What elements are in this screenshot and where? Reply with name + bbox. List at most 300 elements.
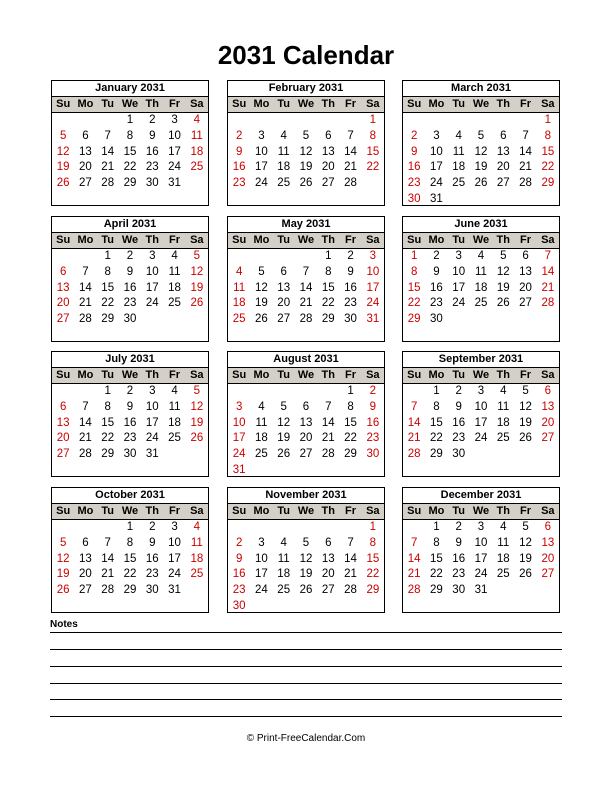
day-cell: 19: [519, 416, 532, 429]
day-cell: 4: [280, 536, 287, 549]
day-cell: 16: [123, 416, 137, 429]
day-cell: 29: [366, 584, 380, 597]
day-cell: 4: [455, 129, 462, 142]
day-cell: 28: [519, 177, 532, 190]
day-cell: 22: [541, 161, 555, 174]
day-cell: 20: [277, 297, 291, 310]
day-cell: 31: [168, 584, 181, 597]
day-cell: 22: [123, 568, 137, 581]
day-cell: 16: [344, 281, 357, 294]
day-cell: 13: [79, 552, 92, 565]
day-cell: 4: [171, 385, 178, 397]
weekday-label: Tu: [101, 369, 115, 381]
weekday-label: Sa: [366, 98, 380, 110]
day-cell: 10: [255, 145, 268, 158]
day-cell: 25: [474, 297, 488, 310]
day-cell: 31: [430, 192, 443, 205]
weekday-label: Sa: [541, 505, 555, 517]
day-cell: 24: [430, 177, 443, 190]
day-cell: 1: [433, 521, 440, 533]
day-cell: 2: [347, 250, 354, 262]
day-cell: 2: [455, 521, 462, 533]
day-cell: 12: [277, 416, 291, 429]
note-line: [50, 649, 562, 650]
day-cell: 27: [519, 297, 532, 310]
day-cell: 15: [366, 145, 380, 158]
day-cell: 24: [145, 297, 159, 310]
day-cell: 13: [519, 265, 532, 278]
day-cell: 22: [430, 432, 443, 445]
day-cell: 14: [79, 281, 92, 294]
weekday-label: Sa: [541, 369, 555, 381]
day-cell: 27: [56, 448, 70, 461]
day-cell: 14: [541, 265, 555, 278]
day-empty: [317, 384, 339, 400]
day-cell: 13: [277, 281, 291, 294]
day-cell: 2: [235, 129, 243, 142]
day-cell: 30: [452, 584, 466, 597]
day-cell: 15: [321, 281, 335, 294]
day-cell: 19: [299, 161, 313, 174]
day-cell: 21: [344, 568, 357, 581]
day-cell: 18: [168, 281, 181, 294]
day-cell: 23: [407, 177, 421, 190]
day-cell: 29: [344, 448, 357, 461]
day-empty: [470, 113, 492, 129]
day-cell: 2: [235, 536, 243, 549]
day-cell: 10: [452, 265, 466, 278]
weekday-label: Su: [407, 505, 422, 517]
day-cell: 29: [123, 177, 137, 190]
day-cell: 18: [277, 568, 291, 581]
weekday-label: We: [297, 369, 315, 381]
weekday-label: Su: [56, 98, 71, 110]
day-cell: 7: [82, 265, 89, 278]
day-cell: 9: [235, 552, 243, 565]
day-cell: 21: [407, 432, 421, 445]
day-cell: 9: [455, 536, 462, 549]
day-cell: 10: [145, 400, 159, 413]
weekday-label: Th: [145, 505, 159, 517]
weekday-label: Su: [56, 234, 71, 246]
day-cell: 9: [235, 145, 243, 158]
day-cell: 23: [366, 432, 380, 445]
day-empty: [295, 113, 317, 129]
month-block: [51, 487, 209, 613]
weekday-label: Th: [145, 369, 159, 381]
weekday-label: Mo: [77, 234, 94, 246]
day-cell: 24: [474, 568, 488, 581]
day-grid: [228, 113, 384, 192]
day-cell: 29: [101, 313, 115, 326]
day-cell: 29: [430, 448, 443, 461]
weekday-label: Sa: [541, 234, 555, 246]
day-cell: 30: [366, 448, 380, 461]
day-cell: 26: [277, 448, 291, 461]
day-cell: 15: [344, 416, 357, 429]
day-cell: 19: [190, 281, 204, 294]
day-cell: 24: [145, 432, 159, 445]
day-cell: 10: [168, 129, 181, 142]
day-cell: 6: [280, 265, 287, 278]
day-cell: 10: [232, 416, 246, 429]
weekday-label: Su: [56, 505, 71, 517]
weekday-label: Th: [145, 98, 159, 110]
day-cell: 2: [126, 250, 134, 262]
day-cell: 18: [190, 145, 204, 158]
day-cell: 25: [496, 568, 510, 581]
day-cell: 10: [255, 552, 268, 565]
day-cell: 28: [344, 584, 357, 597]
day-empty: [514, 113, 536, 129]
day-cell: 23: [452, 432, 466, 445]
day-cell: 15: [123, 552, 137, 565]
day-cell: 13: [541, 400, 555, 413]
day-cell: 28: [101, 584, 115, 597]
weekday-label: Sa: [190, 234, 204, 246]
day-cell: 7: [325, 400, 332, 413]
day-cell: 25: [232, 313, 246, 326]
day-empty: [74, 384, 96, 400]
weekday-header: [52, 504, 208, 520]
day-cell: 29: [541, 177, 555, 190]
day-cell: 5: [59, 129, 67, 142]
day-cell: 18: [474, 281, 488, 294]
day-cell: 25: [190, 161, 204, 174]
day-cell: 7: [544, 250, 552, 262]
weekday-label: Fr: [169, 505, 181, 517]
day-cell: 8: [347, 400, 354, 413]
day-grid: [228, 249, 384, 328]
month-block: [51, 216, 209, 342]
weekday-header: [228, 504, 384, 520]
day-cell: 6: [325, 129, 332, 142]
day-cell: 20: [541, 416, 555, 429]
day-grid: [228, 520, 384, 615]
weekday-label: Mo: [253, 98, 270, 110]
weekday-label: Mo: [428, 234, 445, 246]
day-cell: 10: [474, 400, 488, 413]
day-empty: [228, 249, 250, 265]
day-cell: 17: [168, 145, 181, 158]
day-cell: 18: [277, 161, 291, 174]
day-cell: 5: [500, 250, 507, 262]
weekday-label: Tu: [101, 234, 115, 246]
day-cell: 24: [366, 297, 380, 310]
day-cell: 27: [79, 584, 92, 597]
day-cell: 27: [321, 177, 335, 190]
day-cell: 15: [430, 416, 443, 429]
day-empty: [97, 520, 119, 536]
day-cell: 20: [321, 161, 335, 174]
day-cell: 17: [474, 416, 488, 429]
day-cell: 7: [347, 129, 354, 142]
day-cell: 13: [56, 281, 70, 294]
day-cell: 12: [255, 281, 268, 294]
day-cell: 12: [299, 145, 313, 158]
month-block: [227, 487, 385, 613]
weekday-header: [228, 233, 384, 249]
day-cell: 11: [475, 265, 487, 278]
weekday-label: Th: [321, 505, 335, 517]
day-cell: 31: [168, 177, 181, 190]
weekday-label: Sa: [366, 234, 380, 246]
day-cell: 2: [126, 385, 134, 397]
day-cell: 17: [366, 281, 380, 294]
day-cell: 14: [519, 145, 532, 158]
weekday-label: Fr: [520, 369, 532, 381]
day-empty: [97, 113, 119, 129]
day-cell: 7: [104, 536, 111, 549]
day-cell: 3: [258, 129, 265, 142]
note-line: [50, 683, 562, 684]
day-cell: 14: [344, 552, 357, 565]
weekday-header: [228, 97, 384, 113]
day-cell: 8: [410, 265, 418, 278]
day-empty: [339, 520, 361, 536]
day-grid: [52, 249, 208, 328]
month-name: January 2031: [52, 81, 208, 97]
day-cell: 12: [496, 265, 510, 278]
day-cell: 18: [496, 416, 510, 429]
day-cell: 10: [366, 265, 380, 278]
day-cell: 9: [369, 400, 377, 413]
day-cell: 6: [522, 250, 529, 262]
day-cell: 26: [299, 177, 313, 190]
day-cell: 17: [145, 416, 159, 429]
weekday-label: Su: [407, 98, 422, 110]
weekday-label: Su: [232, 234, 247, 246]
day-cell: 14: [321, 416, 335, 429]
weekday-label: We: [121, 98, 139, 110]
day-cell: 23: [145, 568, 159, 581]
day-cell: 27: [79, 177, 92, 190]
day-cell: 3: [477, 521, 485, 533]
day-cell: 6: [59, 265, 67, 278]
day-cell: 5: [522, 521, 529, 533]
day-grid: [403, 113, 559, 208]
day-cell: 19: [190, 416, 204, 429]
weekday-label: Tu: [277, 98, 291, 110]
day-cell: 20: [321, 568, 335, 581]
day-cell: 1: [325, 250, 332, 262]
weekday-label: Fr: [520, 505, 532, 517]
day-cell: 6: [500, 129, 507, 142]
day-cell: 5: [302, 129, 310, 142]
day-cell: 12: [519, 400, 532, 413]
weekday-header: [228, 368, 384, 384]
day-cell: 13: [321, 145, 335, 158]
day-cell: 16: [145, 552, 159, 565]
day-cell: 14: [101, 552, 115, 565]
day-cell: 3: [369, 250, 377, 262]
day-cell: 10: [168, 536, 181, 549]
day-cell: 28: [101, 177, 115, 190]
day-cell: 14: [101, 145, 115, 158]
day-cell: 17: [145, 281, 159, 294]
day-cell: 1: [544, 114, 552, 126]
day-cell: 5: [302, 536, 310, 549]
day-cell: 12: [519, 536, 532, 549]
weekday-header: [403, 504, 559, 520]
day-cell: 1: [369, 114, 377, 126]
day-cell: 25: [496, 432, 510, 445]
day-cell: 21: [344, 161, 357, 174]
day-grid: [52, 520, 208, 599]
day-cell: 13: [79, 145, 92, 158]
weekday-label: Sa: [190, 505, 204, 517]
day-cell: 26: [299, 584, 313, 597]
day-cell: 10: [474, 536, 488, 549]
day-cell: 21: [321, 432, 335, 445]
day-cell: 14: [344, 145, 357, 158]
weekday-label: We: [472, 98, 490, 110]
day-cell: 21: [299, 297, 313, 310]
day-grid: [403, 249, 559, 328]
day-cell: 8: [126, 536, 134, 549]
day-cell: 16: [366, 416, 380, 429]
day-cell: 14: [299, 281, 313, 294]
weekday-label: Mo: [253, 369, 270, 381]
day-empty: [273, 249, 295, 265]
weekday-label: Th: [145, 234, 159, 246]
day-cell: 15: [101, 416, 115, 429]
day-cell: 26: [190, 432, 204, 445]
weekday-label: Mo: [428, 369, 445, 381]
day-cell: 11: [277, 145, 290, 158]
day-cell: 3: [477, 385, 485, 397]
day-cell: 8: [433, 400, 440, 413]
weekday-label: Su: [407, 369, 422, 381]
day-cell: 1: [104, 250, 111, 262]
day-cell: 24: [168, 161, 181, 174]
day-cell: 15: [123, 145, 137, 158]
day-cell: 18: [452, 161, 466, 174]
day-cell: 7: [347, 536, 354, 549]
day-cell: 26: [190, 297, 204, 310]
weekday-label: Tu: [452, 234, 466, 246]
day-cell: 28: [541, 297, 555, 310]
day-cell: 1: [347, 385, 354, 397]
day-cell: 17: [452, 281, 466, 294]
day-cell: 15: [407, 281, 421, 294]
day-empty: [74, 249, 96, 265]
weekday-label: We: [297, 505, 315, 517]
day-cell: 1: [104, 385, 111, 397]
month-block: [402, 80, 560, 206]
day-cell: 17: [168, 552, 181, 565]
day-cell: 26: [519, 568, 532, 581]
day-cell: 16: [407, 161, 421, 174]
day-cell: 27: [299, 448, 313, 461]
day-cell: 21: [407, 568, 421, 581]
day-cell: 2: [369, 385, 377, 397]
day-cell: 11: [190, 129, 203, 142]
day-empty: [228, 520, 250, 536]
day-cell: 3: [171, 521, 178, 533]
weekday-header: [52, 97, 208, 113]
day-cell: 17: [255, 161, 268, 174]
weekday-label: Su: [407, 234, 422, 246]
day-empty: [403, 520, 425, 536]
month-name: May 2031: [228, 217, 384, 233]
day-cell: 20: [79, 161, 92, 174]
day-empty: [448, 113, 470, 129]
day-cell: 23: [452, 568, 466, 581]
day-cell: 30: [430, 313, 443, 326]
weekday-label: We: [121, 505, 139, 517]
weekday-label: Fr: [169, 369, 181, 381]
weekday-label: Fr: [345, 505, 357, 517]
weekday-label: Su: [232, 369, 247, 381]
day-cell: 19: [299, 568, 313, 581]
day-cell: 4: [193, 521, 201, 533]
day-cell: 24: [255, 177, 268, 190]
day-cell: 5: [477, 129, 485, 142]
day-cell: 23: [145, 161, 159, 174]
day-cell: 1: [433, 385, 440, 397]
month-name: November 2031: [228, 488, 384, 504]
day-empty: [425, 113, 447, 129]
weekday-label: Sa: [190, 98, 204, 110]
day-cell: 30: [452, 448, 466, 461]
day-empty: [295, 249, 317, 265]
weekday-label: Mo: [253, 505, 270, 517]
day-cell: 22: [101, 297, 115, 310]
day-cell: 24: [474, 432, 488, 445]
day-cell: 9: [410, 145, 418, 158]
day-cell: 17: [255, 568, 268, 581]
day-cell: 8: [544, 129, 552, 142]
note-line: [50, 716, 562, 717]
day-empty: [273, 113, 295, 129]
day-cell: 13: [321, 552, 335, 565]
day-cell: 4: [477, 250, 485, 262]
note-line: [50, 666, 562, 667]
day-cell: 21: [79, 432, 92, 445]
weekday-label: Fr: [345, 369, 357, 381]
weekday-label: Tu: [277, 234, 291, 246]
day-cell: 2: [433, 250, 440, 262]
day-cell: 8: [104, 265, 111, 278]
day-cell: 25: [255, 448, 268, 461]
weekday-label: Th: [496, 505, 510, 517]
day-cell: 31: [474, 584, 488, 597]
day-cell: 2: [149, 521, 156, 533]
day-cell: 5: [193, 250, 201, 262]
day-cell: 5: [59, 536, 67, 549]
day-cell: 29: [101, 448, 115, 461]
day-cell: 29: [407, 313, 421, 326]
weekday-label: Sa: [190, 369, 204, 381]
day-cell: 20: [299, 432, 313, 445]
day-cell: 11: [233, 281, 246, 294]
day-empty: [339, 113, 361, 129]
weekday-label: Fr: [345, 98, 357, 110]
footer-credit: © Print-FreeCalendar.Com: [246, 733, 366, 744]
day-cell: 8: [104, 400, 111, 413]
day-cell: 4: [171, 250, 178, 262]
day-empty: [317, 113, 339, 129]
weekday-header: [403, 368, 559, 384]
day-cell: 19: [56, 161, 70, 174]
weekday-label: Th: [496, 98, 510, 110]
day-cell: 16: [232, 161, 246, 174]
day-cell: 23: [232, 584, 246, 597]
day-cell: 27: [56, 313, 70, 326]
day-cell: 22: [101, 432, 115, 445]
weekday-label: We: [472, 369, 490, 381]
